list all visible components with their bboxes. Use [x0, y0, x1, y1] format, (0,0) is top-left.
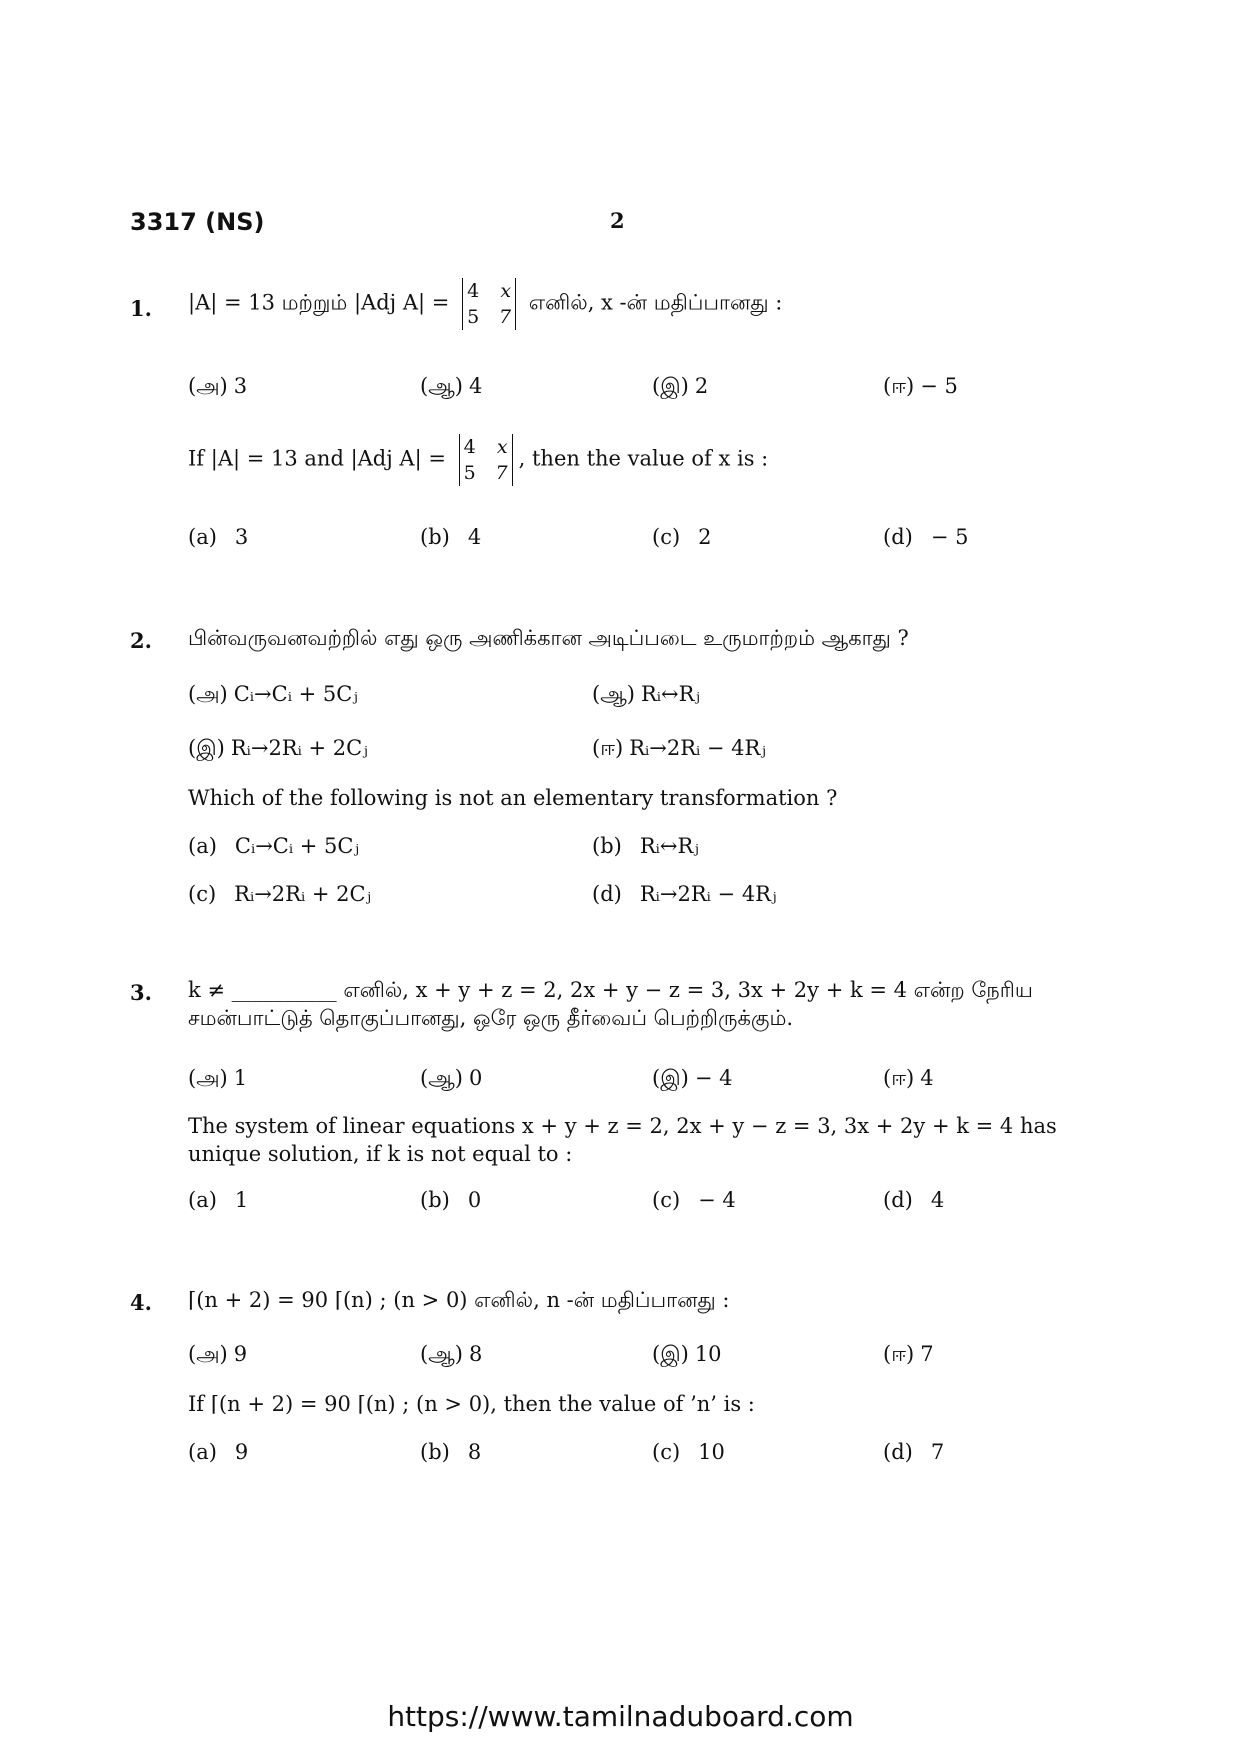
question-number: 1. — [130, 296, 152, 321]
option-label: (இ) — [652, 374, 689, 398]
option-value: − 5 — [920, 374, 958, 398]
option-value: 3 — [234, 525, 249, 549]
option-value: 9 — [233, 1342, 248, 1366]
option-value: Rᵢ→2Rᵢ + 2Cⱼ — [234, 882, 372, 906]
option-label: (அ) — [188, 1342, 228, 1366]
option-value: 8 — [467, 1440, 482, 1464]
question-text-english: If ⌈(n + 2) = 90 ⌈(n) ; (n > 0), then the value of ’n’ is : — [188, 1392, 755, 1416]
option-label: (ஆ) — [420, 1342, 463, 1366]
option-en-a — [188, 834, 359, 858]
option-label: (d) — [883, 1440, 913, 1464]
option-en-d — [883, 1188, 944, 1212]
option-value: Cᵢ→Cᵢ + 5Cⱼ — [233, 682, 358, 706]
matrix-cell: x — [500, 280, 512, 302]
question-prefix: If |A| = 13 and |Adj A| = — [188, 446, 446, 471]
option-en-a — [188, 1188, 248, 1212]
option-ta-3 — [188, 736, 368, 763]
option-ta-2 — [592, 682, 700, 709]
determinant — [462, 278, 516, 330]
option-label: (a) — [188, 1440, 217, 1464]
option-value: 1 — [234, 1188, 249, 1212]
question-text-english — [188, 434, 768, 486]
determinant — [459, 434, 513, 486]
option-ta-2 — [420, 374, 482, 401]
option-en-d — [883, 1440, 944, 1464]
option-value: 3 — [233, 374, 248, 398]
question-number: 4. — [130, 1290, 152, 1315]
option-label: (இ) — [652, 1066, 689, 1090]
option-label: (c) — [652, 525, 681, 549]
matrix-cell: x — [496, 436, 508, 458]
option-label: (ஆ) — [592, 682, 635, 706]
question-suffix: , then the value of x is : — [518, 446, 769, 471]
question-number: 2. — [130, 628, 152, 653]
option-value: − 4 — [694, 1066, 733, 1090]
option-label: (அ) — [188, 1066, 228, 1090]
option-label: (ஆ) — [420, 1066, 463, 1090]
option-value: Rᵢ→2Rᵢ − 4Rⱼ — [639, 882, 777, 906]
option-label: (b) — [420, 1188, 450, 1212]
option-ta-1 — [188, 374, 247, 401]
option-label: (b) — [420, 525, 450, 549]
option-en-c — [188, 882, 371, 906]
option-en-b — [420, 1188, 481, 1212]
option-label: (ஈ) — [883, 1342, 915, 1366]
option-label: (b) — [592, 834, 622, 858]
matrix-cell: 7 — [498, 306, 512, 328]
question-number: 3. — [130, 980, 152, 1005]
option-label: (c) — [652, 1188, 681, 1212]
option-value: 7 — [930, 1440, 945, 1464]
option-value: 4 — [930, 1188, 945, 1212]
option-label: (ஈ) — [883, 1066, 915, 1090]
option-ta-1 — [188, 1342, 247, 1369]
matrix-cell: 5 — [463, 462, 476, 484]
option-value: Rᵢ↔Rⱼ — [639, 834, 699, 858]
option-label: (a) — [188, 1188, 217, 1212]
option-label: (ஈ) — [883, 374, 915, 398]
option-value: 7 — [920, 1342, 934, 1366]
option-value: 10 — [694, 1342, 722, 1366]
option-value: − 5 — [930, 525, 969, 549]
option-label: (d) — [883, 1188, 913, 1212]
option-value: 9 — [234, 1440, 249, 1464]
option-ta-4 — [883, 1342, 934, 1369]
option-value: 10 — [698, 1440, 725, 1464]
option-ta-4 — [883, 374, 958, 401]
option-en-c — [652, 1440, 725, 1464]
question-text-english: The system of linear equations x + y + z = 2, 2x + y − z = 3, 3x + 2y + k = 4 has unique solution, if k is not equal to : — [188, 1114, 1057, 1166]
option-value: 2 — [698, 525, 712, 549]
option-en-c — [652, 525, 712, 549]
option-label: (c) — [188, 882, 217, 906]
option-value: 0 — [468, 1066, 483, 1090]
option-ta-3 — [652, 374, 708, 401]
option-ta-1 — [188, 1066, 247, 1093]
option-label: (a) — [188, 834, 217, 858]
option-en-c — [652, 1188, 736, 1212]
option-value: 4 — [920, 1066, 934, 1090]
option-label: (b) — [420, 1440, 450, 1464]
option-value: 8 — [468, 1342, 483, 1366]
option-value: Rᵢ→2Rᵢ − 4Rⱼ — [629, 736, 766, 760]
option-value: 4 — [467, 525, 482, 549]
option-ta-3 — [652, 1066, 732, 1093]
question-text-tamil: ⌈(n + 2) = 90 ⌈(n) ; (n > 0) எனில், n -ன் மதிப்பானது : — [188, 1288, 730, 1312]
option-label: (d) — [592, 882, 622, 906]
question-text-english: Which of the following is not an elementary transformation ? — [188, 786, 838, 810]
option-label: (c) — [652, 1440, 681, 1464]
option-value: − 4 — [698, 1188, 736, 1212]
option-value: 0 — [467, 1188, 482, 1212]
option-en-d — [883, 525, 968, 549]
option-value: 2 — [694, 374, 709, 398]
option-value: Rᵢ↔Rⱼ — [640, 682, 700, 706]
option-label: (ஆ) — [420, 374, 463, 398]
option-value: 4 — [468, 374, 483, 398]
question-suffix: எனில், x -ன் மதிப்பானது : — [528, 290, 783, 315]
option-en-a — [188, 525, 248, 549]
option-en-b — [420, 1440, 481, 1464]
option-en-b — [420, 525, 481, 549]
page-number: 2 — [610, 208, 625, 233]
option-ta-3 — [652, 1342, 722, 1369]
matrix-cell: 4 — [467, 280, 480, 302]
option-en-b — [592, 834, 699, 858]
option-label: (ஈ) — [592, 736, 624, 760]
option-ta-4 — [883, 1066, 934, 1093]
option-label: (அ) — [188, 374, 228, 398]
option-label: (இ) — [652, 1342, 689, 1366]
option-value: Cᵢ→Cᵢ + 5Cⱼ — [234, 834, 360, 858]
option-label: (இ) — [188, 736, 225, 760]
option-value: 1 — [233, 1066, 248, 1090]
option-ta-1 — [188, 682, 358, 709]
footer-url: https://www.tamilnaduboard.com — [387, 1700, 854, 1733]
matrix-cell: 7 — [495, 462, 508, 484]
option-label: (d) — [883, 525, 913, 549]
question-text-tamil — [188, 278, 782, 330]
question-prefix: |A| = 13 மற்றும் |Adj A| = — [188, 290, 450, 315]
option-ta-2 — [420, 1342, 482, 1369]
question-text-tamil: பின்வருவனவற்றில் எது ஒரு அணிக்கான அடிப்படை உருமாற்றம் ஆகாது ? — [188, 626, 909, 650]
option-value: Rᵢ→2Rᵢ + 2Cⱼ — [230, 736, 368, 760]
option-ta-4 — [592, 736, 766, 763]
matrix-cell: 4 — [463, 436, 476, 458]
option-en-a — [188, 1440, 248, 1464]
question-text-tamil: k ≠ __________ எனில், x + y + z = 2, 2x + y − z = 3, 3x + 2y + k = 4 என்ற நேரிய சமன்பாட்டுத் தொகுப்பானது, ஒரே ஒரு தீர்வைப் பெற்றிருக்கும். — [188, 978, 1033, 1030]
paper-code: 3317 (NS) — [130, 208, 265, 236]
option-label: (a) — [188, 525, 217, 549]
option-ta-2 — [420, 1066, 482, 1093]
matrix-cell: 5 — [467, 306, 480, 328]
option-label: (அ) — [188, 682, 228, 706]
option-en-d — [592, 882, 777, 906]
